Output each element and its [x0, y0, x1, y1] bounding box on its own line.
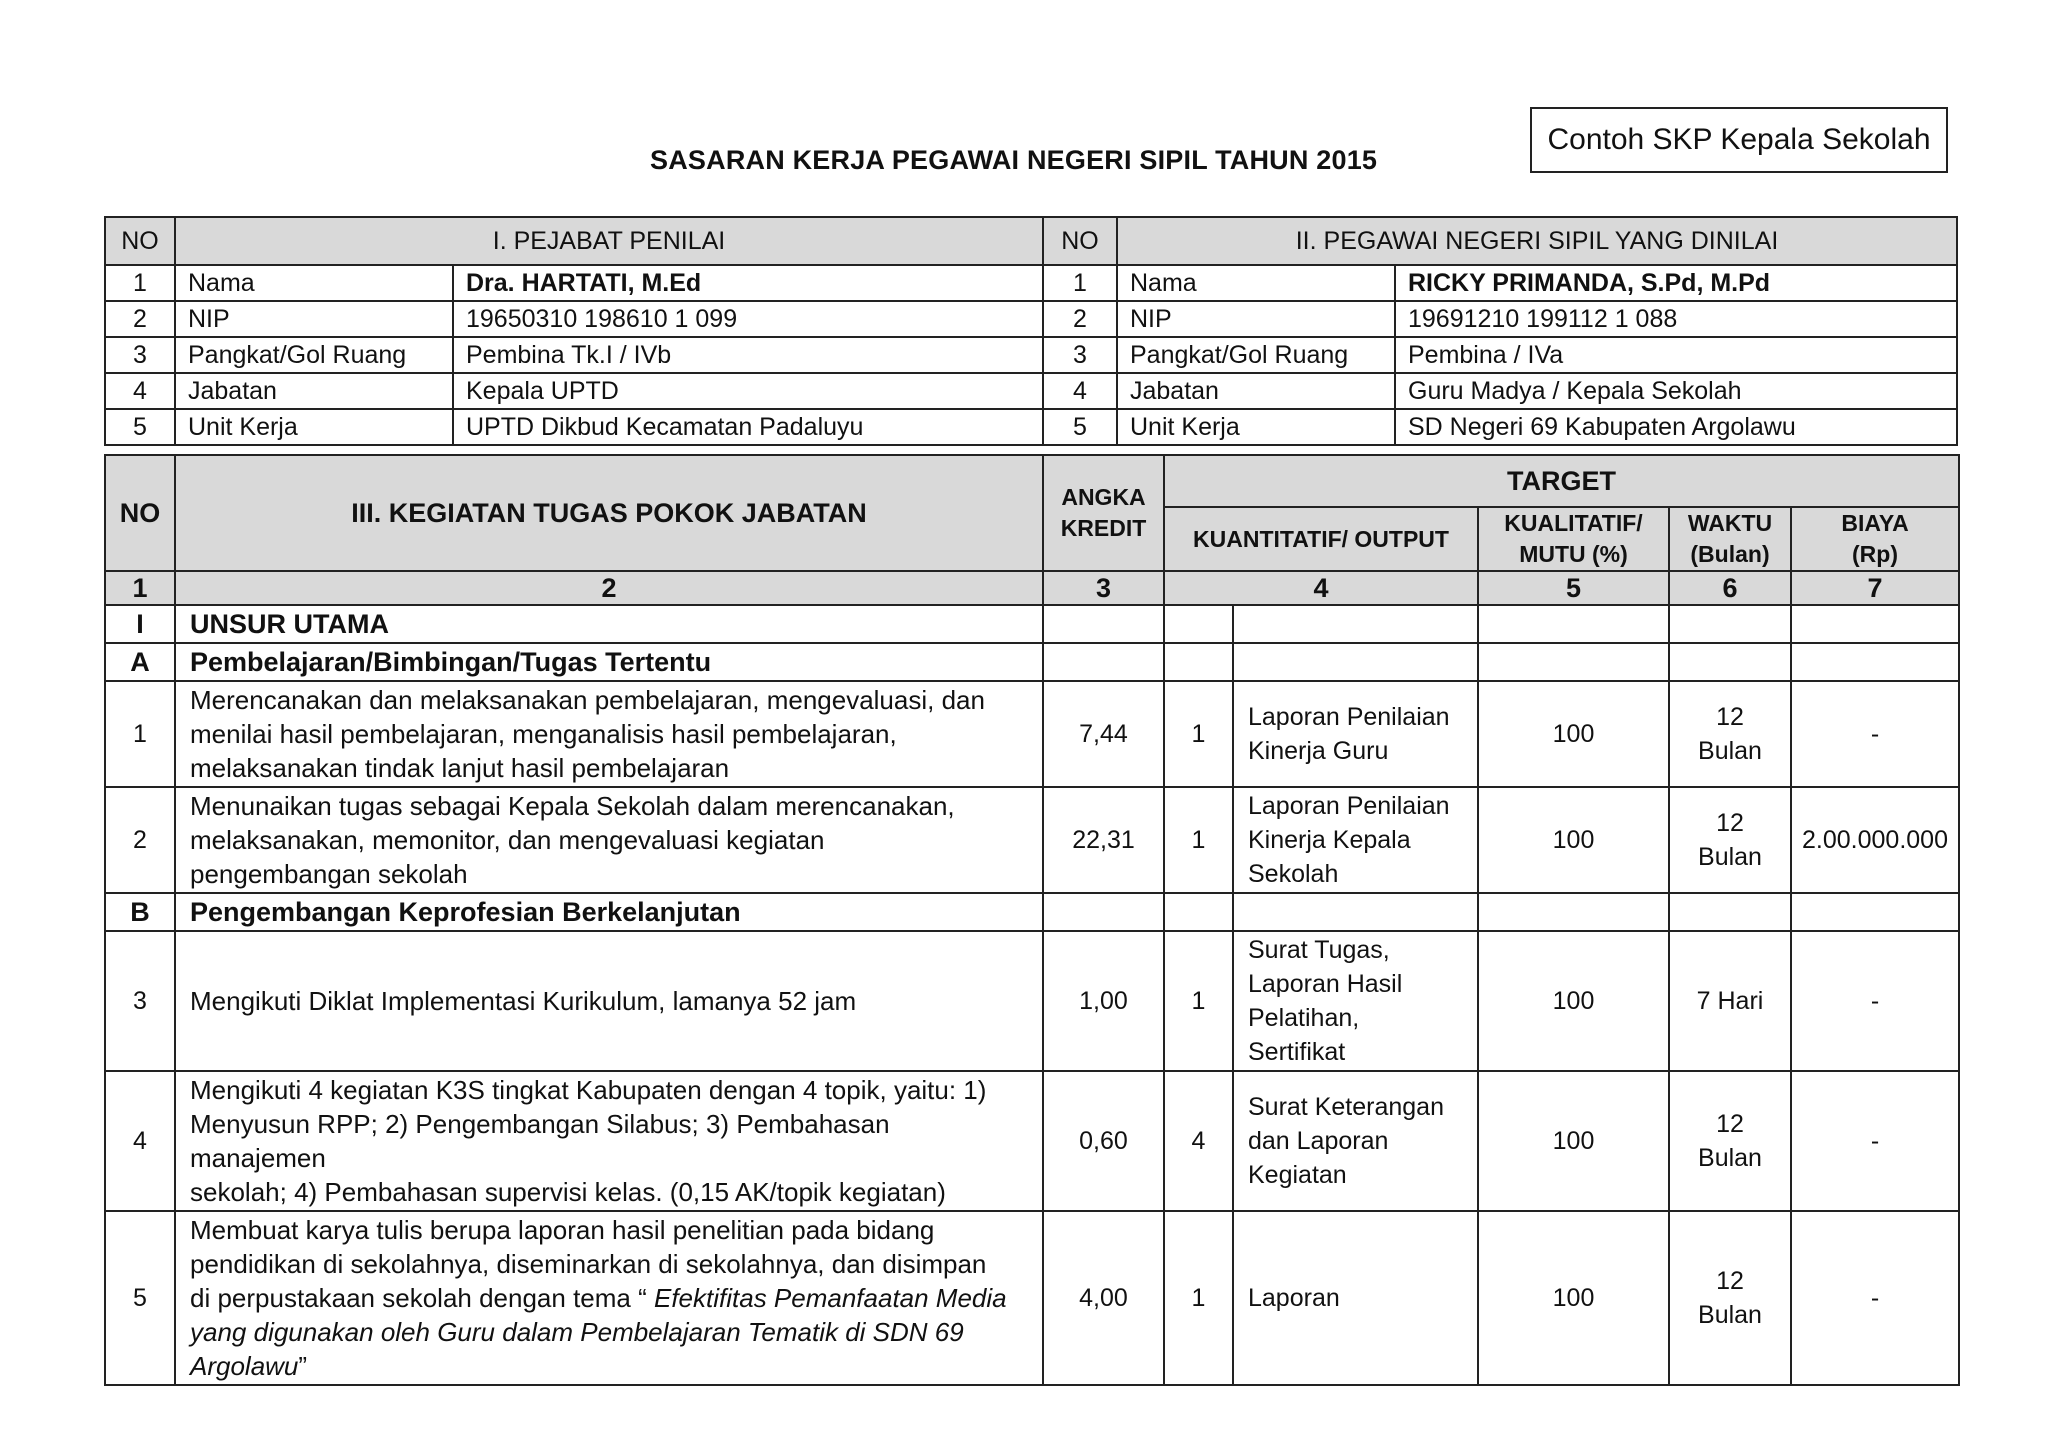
time-line: 12 — [1716, 1267, 1744, 1295]
header-biaya — [1791, 507, 1959, 571]
output-line: Kinerja Guru — [1248, 737, 1389, 765]
document-title: SASARAN KERJA PEGAWAI NEGERI SIPIL TAHUN 2015 — [650, 145, 1378, 175]
time-value — [1669, 681, 1791, 787]
quantity-value: 4 — [1164, 1071, 1233, 1211]
description-line: Menyusun RPP; 2) Pengembangan Silabus; 3) Pembahasan manajemen — [190, 1109, 890, 1173]
identity-row — [105, 337, 1957, 373]
header-waktu-line2: (Bulan) — [1690, 541, 1770, 567]
output-line: Pelatihan, — [1248, 1004, 1360, 1032]
header-kualitatif — [1478, 507, 1669, 571]
header-no-right: NO — [1043, 217, 1117, 265]
identity-row — [105, 265, 1957, 301]
assessor-value: UPTD Dikbud Kecamatan Padaluyu — [453, 409, 1043, 445]
section-row-unsur-utama — [105, 605, 1959, 643]
employee-value: 19691210 199112 1 088 — [1395, 301, 1957, 337]
identity-row — [105, 373, 1957, 409]
activities-table — [104, 454, 1960, 1386]
research-title-text: yang digunakan oleh Guru dalam Pembelajaran Tematik di SDN 69 — [190, 1317, 964, 1347]
quality-value: 100 — [1478, 787, 1669, 893]
field-label: NIP — [175, 301, 453, 337]
quantity-value: 1 — [1164, 931, 1233, 1071]
row-no: 2 — [1043, 301, 1117, 337]
output-line: Laporan Penilaian — [1248, 792, 1450, 820]
output-line: Surat Tugas, — [1248, 936, 1390, 964]
section-no: A — [105, 643, 175, 681]
cost-value: - — [1791, 931, 1959, 1071]
cost-value: - — [1791, 681, 1959, 787]
description-line — [190, 1349, 1028, 1383]
time-value — [1669, 787, 1791, 893]
column-number: 7 — [1791, 571, 1959, 605]
section-no: B — [105, 893, 175, 931]
column-number: 4 — [1164, 571, 1478, 605]
time-line: 12 — [1716, 1110, 1744, 1138]
field-label: Jabatan — [1117, 373, 1395, 409]
time-line: 12 — [1716, 809, 1744, 837]
header-biaya-line2: (Rp) — [1852, 541, 1898, 567]
header-waktu — [1669, 507, 1791, 571]
time-line: Bulan — [1698, 843, 1762, 871]
row-no: 1 — [1043, 265, 1117, 301]
output-line: Sekolah — [1248, 860, 1339, 888]
header-waktu-line1: WAKTU — [1687, 510, 1773, 536]
column-number: 1 — [105, 571, 175, 605]
section-no: I — [105, 605, 175, 643]
activities-header-row-1 — [105, 455, 1959, 507]
time-line: Bulan — [1698, 1144, 1762, 1172]
output-line: Kinerja Kepala — [1248, 826, 1411, 854]
angka-kredit-value: 0,60 — [1043, 1071, 1164, 1211]
section-label: UNSUR UTAMA — [175, 605, 1043, 643]
quantity-value: 1 — [1164, 1211, 1233, 1385]
time-line: Bulan — [1698, 1301, 1762, 1329]
header-kegiatan: III. KEGIATAN TUGAS POKOK JABATAN — [175, 455, 1043, 571]
description-line: sekolah; 4) Pembahasan supervisi kelas. (0,15 AK/topik kegiatan) — [190, 1177, 946, 1207]
description-text: ” — [298, 1351, 308, 1381]
angka-kredit-value: 4,00 — [1043, 1211, 1164, 1385]
description-line: pendidikan di sekolahnya, diseminarkan di sekolahnya, dan disimpan — [190, 1249, 987, 1279]
assessor-value: 19650310 198610 1 099 — [453, 301, 1043, 337]
description-line: Menunaikan tugas sebagai Kepala Sekolah dalam merencanakan, — [190, 791, 955, 821]
activity-description: Mengikuti Diklat Implementasi Kurikulum, lamanya 52 jam — [175, 931, 1043, 1071]
activity-row — [105, 681, 1959, 787]
quality-value: 100 — [1478, 1211, 1669, 1385]
identity-row — [105, 409, 1957, 445]
field-label: Nama — [1117, 265, 1395, 301]
identity-table — [104, 216, 1958, 446]
description-line — [190, 1315, 1028, 1349]
column-number: 5 — [1478, 571, 1669, 605]
header-no-left: NO — [105, 217, 175, 265]
quantity-value: 1 — [1164, 787, 1233, 893]
field-label: Pangkat/Gol Ruang — [1117, 337, 1395, 373]
header-angka-kredit — [1043, 455, 1164, 571]
research-title-text: Argolawu — [190, 1351, 299, 1381]
field-label: Unit Kerja — [175, 409, 453, 445]
time-line: 12 — [1716, 703, 1744, 731]
description-line: Mengikuti 4 kegiatan K3S tingkat Kabupaten dengan 4 topik, yaitu: 1) — [190, 1075, 987, 1105]
time-line: Bulan — [1698, 737, 1762, 765]
field-label: Pangkat/Gol Ruang — [175, 337, 453, 373]
assessor-value: Pembina Tk.I / IVb — [453, 337, 1043, 373]
time-value — [1669, 1211, 1791, 1385]
field-label: NIP — [1117, 301, 1395, 337]
header-angka-kredit-line2: KREDIT — [1060, 515, 1147, 541]
sample-stamp: Contoh SKP Kepala Sekolah — [1530, 107, 1948, 173]
activity-row — [105, 931, 1959, 1071]
output-value — [1233, 1071, 1478, 1211]
description-text: di perpustakaan sekolah dengan tema “ — [190, 1283, 654, 1313]
column-number: 6 — [1669, 571, 1791, 605]
activity-description — [175, 1071, 1043, 1211]
assessor-value: Kepala UPTD — [453, 373, 1043, 409]
section-row-a — [105, 643, 1959, 681]
header-kualitatif-line2: MUTU (%) — [1519, 541, 1628, 567]
activity-row — [105, 1071, 1959, 1211]
field-label: Jabatan — [175, 373, 453, 409]
header-kualitatif-line1: KUALITATIF/ — [1504, 510, 1643, 536]
column-number: 3 — [1043, 571, 1164, 605]
activity-row — [105, 787, 1959, 893]
field-label: Nama — [175, 265, 453, 301]
output-line: Sertifikat — [1248, 1038, 1346, 1066]
activity-description — [175, 681, 1043, 787]
description-line: pengembangan sekolah — [190, 859, 468, 889]
row-no: 1 — [105, 265, 175, 301]
angka-kredit-value: 7,44 — [1043, 681, 1164, 787]
output-line: Laporan Penilaian — [1248, 703, 1450, 731]
activity-description — [175, 787, 1043, 893]
description-line: melaksanakan tindak lanjut hasil pembelajaran — [190, 753, 730, 783]
description-line — [190, 1281, 1028, 1315]
field-label: Unit Kerja — [1117, 409, 1395, 445]
section-label: Pengembangan Keprofesian Berkelanjutan — [175, 893, 1043, 931]
section-label: Pembelajaran/Bimbingan/Tugas Tertentu — [175, 643, 1043, 681]
assessor-value: Dra. HARTATI, M.Ed — [453, 265, 1043, 301]
header-biaya-line1: BIAYA — [1841, 510, 1909, 536]
employee-value: SD Negeri 69 Kabupaten Argolawu — [1395, 409, 1957, 445]
output-value — [1233, 931, 1478, 1071]
header-kuantitatif: KUANTITATIF/ OUTPUT — [1164, 507, 1478, 571]
time-value: 7 Hari — [1669, 931, 1791, 1071]
header-pns-dinilai: II. PEGAWAI NEGERI SIPIL YANG DINILAI — [1117, 217, 1957, 265]
time-value — [1669, 1071, 1791, 1211]
output-line: Surat Keterangan — [1248, 1093, 1444, 1121]
activity-no: 2 — [105, 787, 175, 893]
row-no: 4 — [1043, 373, 1117, 409]
employee-value: Pembina / IVa — [1395, 337, 1957, 373]
output-line: Kegiatan — [1248, 1161, 1347, 1189]
row-no: 5 — [105, 409, 175, 445]
quality-value: 100 — [1478, 681, 1669, 787]
section-row-b — [105, 893, 1959, 931]
cost-value: - — [1791, 1211, 1959, 1385]
description-line: Merencanakan dan melaksanakan pembelajaran, mengevaluasi, dan — [190, 685, 985, 715]
activity-no: 1 — [105, 681, 175, 787]
output-value — [1233, 787, 1478, 893]
row-no: 4 — [105, 373, 175, 409]
research-title-text: Efektifitas Pemanfaatan Media — [653, 1283, 1007, 1313]
employee-value: RICKY PRIMANDA, S.Pd, M.Pd — [1395, 265, 1957, 301]
cost-value: 2.00.000.000 — [1791, 787, 1959, 893]
activity-no: 4 — [105, 1071, 175, 1211]
activity-no: 3 — [105, 931, 175, 1071]
quantity-value: 1 — [1164, 681, 1233, 787]
header-angka-kredit-line1: ANGKA — [1061, 484, 1146, 510]
cost-value: - — [1791, 1071, 1959, 1211]
output-value — [1233, 681, 1478, 787]
row-no: 5 — [1043, 409, 1117, 445]
angka-kredit-value: 1,00 — [1043, 931, 1164, 1071]
employee-value: Guru Madya / Kepala Sekolah — [1395, 373, 1957, 409]
description-line: menilai hasil pembelajaran, menganalisis hasil pembelajaran, — [190, 719, 897, 749]
activity-description — [175, 1211, 1043, 1385]
angka-kredit-value: 22,31 — [1043, 787, 1164, 893]
output-line: dan Laporan — [1248, 1127, 1389, 1155]
header-target: TARGET — [1164, 455, 1959, 507]
output-line: Laporan Hasil — [1248, 970, 1403, 998]
row-no: 3 — [1043, 337, 1117, 373]
description-line: Membuat karya tulis berupa laporan hasil penelitian pada bidang — [190, 1215, 935, 1245]
header-no: NO — [105, 455, 175, 571]
activity-row — [105, 1211, 1959, 1385]
identity-row — [105, 301, 1957, 337]
column-number-row — [105, 571, 1959, 605]
column-number: 2 — [175, 571, 1043, 605]
quality-value: 100 — [1478, 931, 1669, 1071]
row-no: 3 — [105, 337, 175, 373]
quality-value: 100 — [1478, 1071, 1669, 1211]
row-no: 2 — [105, 301, 175, 337]
header-pejabat-penilai: I. PEJABAT PENILAI — [175, 217, 1043, 265]
description-line: melaksanakan, memonitor, dan mengevaluasi kegiatan — [190, 825, 825, 855]
output-value: Laporan — [1233, 1211, 1478, 1385]
activity-no: 5 — [105, 1211, 175, 1385]
identity-header-row — [105, 217, 1957, 265]
